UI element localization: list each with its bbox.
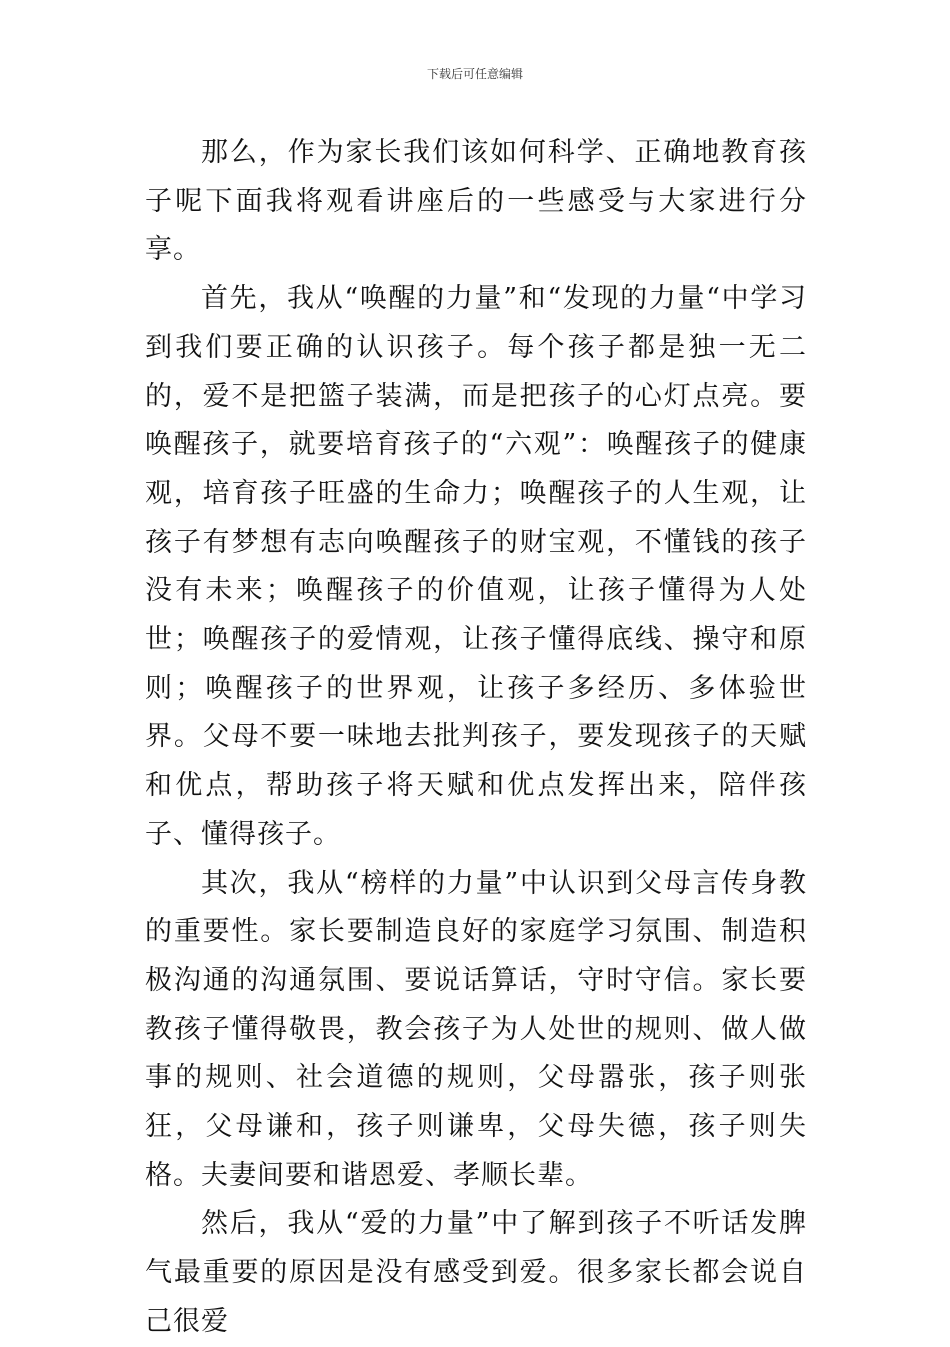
paragraph-role-model: 其次，我从“榜样的力量”中认识到父母言传身教的重要性。家长要制造良好的家庭学习氛围、制造积极沟通的沟通氛围、要说话算话，守时守信。家长要教孩子懂得敬畏，教会孩子为人处世的规则、做人做事的规则、社会道德的规则，父母嚣张，孩子则张狂，父母谦和，孩子则谦卑，父母失德，孩子则失格。夫妻间要和谐恩爱、孝顺长辈。 — [145, 867, 807, 1191]
document-body — [145, 129, 807, 1347]
page-header-note: 下载后可任意编辑 — [426, 67, 523, 81]
paragraph-intro: 那么，作为家长我们该如何科学、正确地教育孩子呢下面我将观看讲座后的一些感受与大家进行分享。 — [145, 137, 807, 266]
paragraph-love: 然后，我从“爱的力量”中了解到孩子不听话发脾气最重要的原因是没有感受到爱。很多家长都会说自己很爱 — [145, 1208, 807, 1337]
paragraph-awakening: 首先，我从“唤醒的力量”和“发现的力量“中学习到我们要正确的认识孩子。每个孩子都是独一无二的，爱不是把篮子装满，而是把孩子的心灯点亮。要唤醒孩子，就要培育孩子的“六观”：唤醒孩子的健康观，培育孩子旺盛的生命力；唤醒孩子的人生观，让孩子有梦想有志向唤醒孩子的财宝观，不懂钱的孩子没有未来；唤醒孩子的价值观，让孩子懂得为人处世；唤醒孩子的爱情观，让孩子懂得底线、操守和原则；唤醒孩子的世界观，让孩子多经历、多体验世界。父母不要一味地去批判孩子，要发现孩子的天赋和优点，帮助孩子将天赋和优点发挥出来，陪伴孩子、懂得孩子。 — [145, 283, 807, 850]
